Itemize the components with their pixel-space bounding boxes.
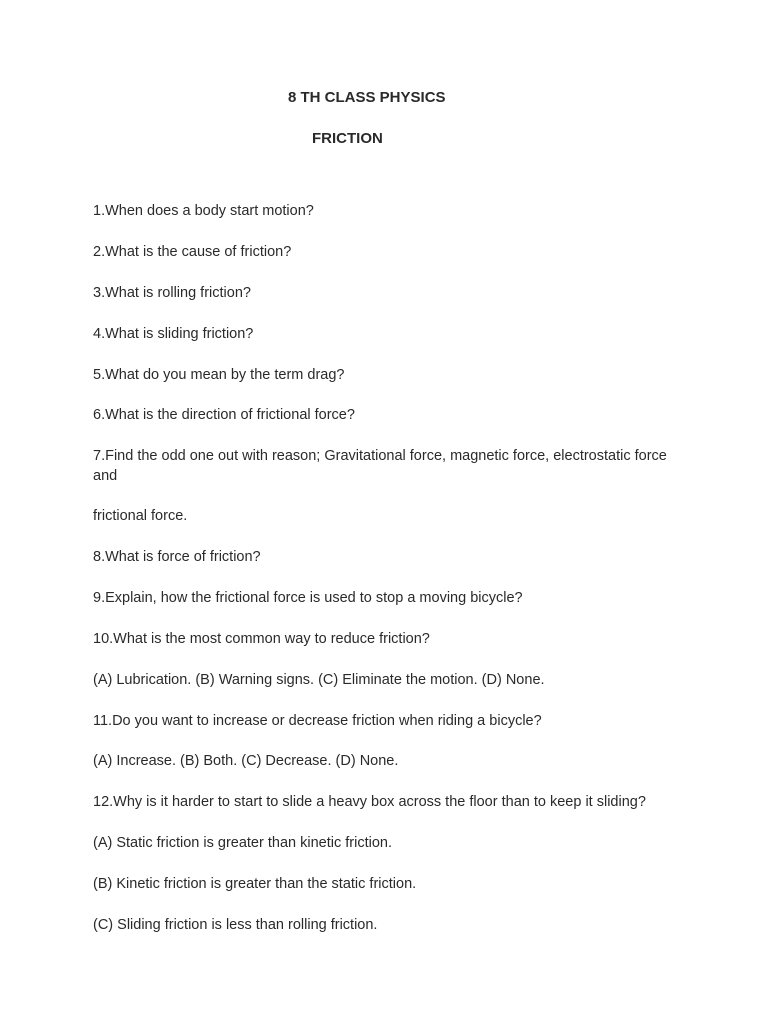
question-line: 1.When does a body start motion? — [93, 203, 314, 219]
answer-option-line: (B) Kinetic friction is greater than the static friction. — [93, 876, 417, 892]
question-line: 7.Find the odd one out with reason; Gravitational force, magnetic force, electrostatic force and — [93, 448, 667, 484]
question-line: frictional force. — [93, 508, 188, 524]
question-line: 3.What is rolling friction? — [93, 285, 251, 301]
question-line: 10.What is the most common way to reduce friction? — [93, 631, 430, 647]
question-line: 5.What do you mean by the term drag? — [93, 367, 345, 383]
question-line: 11.Do you want to increase or decrease friction when riding a bicycle? — [93, 713, 542, 729]
question-line: 4.What is sliding friction? — [93, 326, 254, 342]
question-line: 6.What is the direction of frictional force? — [93, 407, 355, 423]
question-line: 2.What is the cause of friction? — [93, 244, 292, 260]
question-line: 12.Why is it harder to start to slide a heavy box across the floor than to keep it sliding? — [93, 794, 646, 810]
question-line: 8.What is force of friction? — [93, 549, 261, 565]
answer-option-line: (C) Sliding friction is less than rolling friction. — [93, 917, 378, 933]
answer-options-line: (A) Increase. (B) Both. (C) Decrease. (D) None. — [93, 753, 399, 769]
answer-option-line: (A) Static friction is greater than kinetic friction. — [93, 835, 392, 851]
document-title: 8 TH CLASS PHYSICS — [288, 89, 446, 106]
answer-options-line: (A) Lubrication. (B) Warning signs. (C) Eliminate the motion. (D) None. — [93, 672, 545, 688]
question-line: 9.Explain, how the frictional force is used to stop a moving bicycle? — [93, 590, 523, 606]
document-subtitle: FRICTION — [312, 130, 383, 147]
